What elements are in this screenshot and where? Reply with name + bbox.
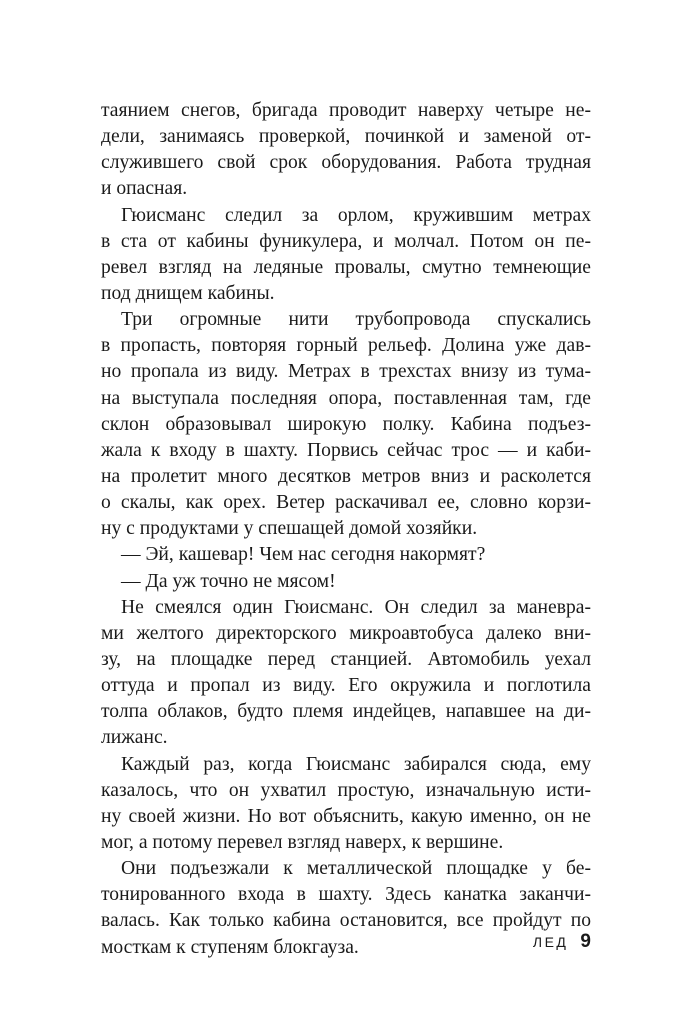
text-line: Три огромные нити трубопровода спускались xyxy=(121,309,591,331)
page-footer xyxy=(533,931,591,951)
text-line: под днищем кабины. xyxy=(101,282,275,304)
text-line: на пролетит много десятков метров вниз и расколется xyxy=(101,465,591,487)
paragraph xyxy=(101,203,591,308)
text-line: и опасная. xyxy=(101,178,188,200)
text-line: служившего свой срок оборудования. Работа трудная xyxy=(101,152,591,174)
text-line: зу, на площадке перед станцией. Автомобиль уехал xyxy=(101,648,591,670)
text-line: мосткам к ступеням блокгауза. xyxy=(101,936,359,958)
text-line: мог, а потому перевел взгляд наверх, к вершине. xyxy=(101,831,504,853)
body-text xyxy=(101,98,591,961)
text-line: таянием снегов, бригада проводит наверху четыре не- xyxy=(101,100,591,121)
text-line: склон образовывал широкую полку. Кабина подъез- xyxy=(101,413,591,435)
text-line: толпа облаков, будто племя индейцев, напавшее на ди- xyxy=(101,701,591,723)
paragraph xyxy=(101,569,591,595)
text-line: казалось, что он ухватил простую, изначальную исти- xyxy=(101,779,591,801)
paragraph xyxy=(101,752,591,857)
text-line: оттуда и пропал из виду. Его окружила и поглотила xyxy=(101,675,591,697)
text-line: на выступала последняя опора, поставленная там, где xyxy=(101,387,591,409)
text-line: лижанс. xyxy=(101,727,168,749)
text-line: — Эй, кашевар! Чем нас сегодня накормят? xyxy=(121,544,486,566)
text-line: тонированного входа в шахту. Здесь канатка заканчи- xyxy=(101,884,591,906)
text-line: ревел взгляд на ледяные провалы, смутно темнеющие xyxy=(101,256,591,278)
text-line: о скалы, как орех. Ветер раскачивал ее, словно корзи- xyxy=(101,492,591,514)
paragraph xyxy=(101,856,591,961)
text-line: жала к входу в шахту. Порвись сейчас трос — и каби- xyxy=(101,439,591,461)
text-line: ну своей жизни. Но вот объяснить, какую именно, он не xyxy=(101,805,591,827)
text-line: Каждый раз, когда Гюисманс забирался сюда, ему xyxy=(121,753,591,775)
paragraph xyxy=(101,595,591,752)
paragraph xyxy=(101,307,591,542)
text-line: Они подъезжали к металлической площадке у бе- xyxy=(121,858,591,880)
page-number: 9 xyxy=(580,931,591,952)
paragraph xyxy=(101,542,591,568)
text-line: в ста от кабины фуникулера, и молчал. Потом он пе- xyxy=(101,230,591,252)
text-line: Гюисманс следил за орлом, кружившим метрах xyxy=(121,204,591,226)
text-line: Не смеялся один Гюисманс. Он следил за маневра- xyxy=(121,596,591,618)
text-line: в пропасть, повторяя горный рельеф. Долина уже дав- xyxy=(101,335,591,357)
text-line: но пропала из виду. Метрах в трехстах внизу из тума- xyxy=(101,361,591,383)
text-line: ну с продуктами у спешащей домой хозяйки. xyxy=(101,518,478,540)
running-head: ЛЕД xyxy=(532,934,569,950)
text-line: ми желтого директорского микроавтобуса далеко вни- xyxy=(101,622,591,644)
text-line: дели, занимаясь проверкой, починкой и заменой от- xyxy=(101,126,591,148)
paragraph xyxy=(101,98,591,203)
text-line: валась. Как только кабина остановится, все пройдут по xyxy=(101,910,591,932)
text-line: — Да уж точно не мясом! xyxy=(121,570,336,592)
